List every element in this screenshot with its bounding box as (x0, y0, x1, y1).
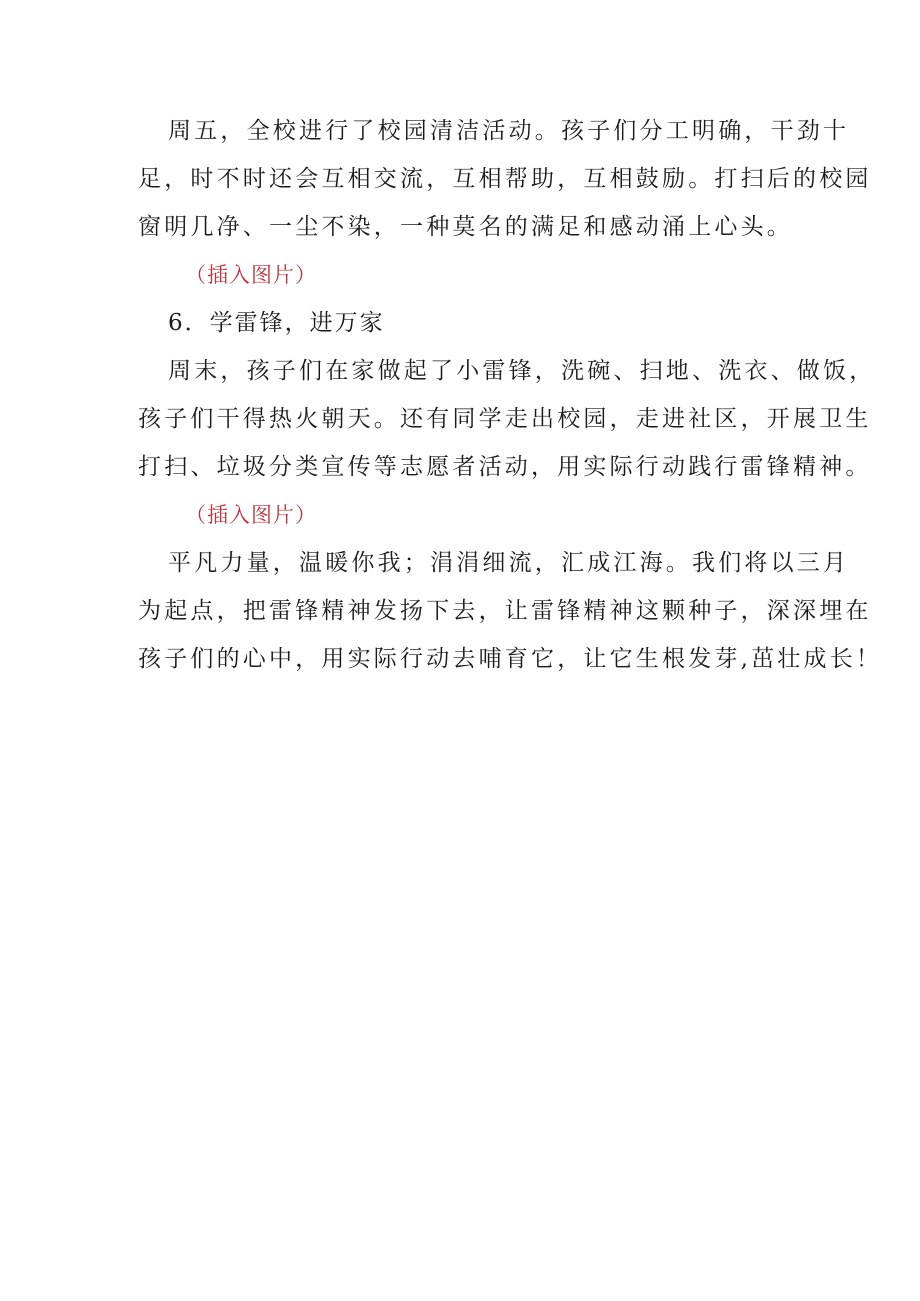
section-heading-6: 6．学雷锋，进万家 (168, 310, 385, 336)
paragraph-2-line-2: 孩子们干得热火朝天。还有同学走出校园，走进社区，开展卫生 (138, 406, 872, 432)
paragraph-3-line-3: 孩子们的心中，用实际行动去哺育它，让它生根发芽,茁壮成长！ (138, 646, 883, 672)
paragraph-2-line-3: 打扫、垃圾分类宣传等志愿者活动，用实际行动践行雷锋精神。 (138, 454, 872, 480)
insert-image-placeholder-1: （插入图片） (185, 263, 317, 287)
insert-image-placeholder-2: （插入图片） (185, 503, 317, 527)
paragraph-1-line-2: 足，时不时还会互相交流，互相帮助，互相鼓励。打扫后的校园 (138, 166, 872, 192)
paragraph-2-line-1: 周末，孩子们在家做起了小雷锋，洗碗、扫地、洗衣、做饭， (168, 358, 876, 384)
paragraph-3-line-1: 平凡力量，温暖你我；涓涓细流，汇成江海。我们将以三月 (168, 550, 850, 576)
paragraph-1-line-3: 窗明几净、一尘不染，一种莫名的满足和感动涌上心头。 (138, 214, 793, 240)
paragraph-1-line-1: 周五，全校进行了校园清洁活动。孩子们分工明确，干劲十 (168, 118, 850, 144)
paragraph-3-line-2: 为起点，把雷锋精神发扬下去，让雷锋精神这颗种子，深深埋在 (138, 598, 872, 624)
